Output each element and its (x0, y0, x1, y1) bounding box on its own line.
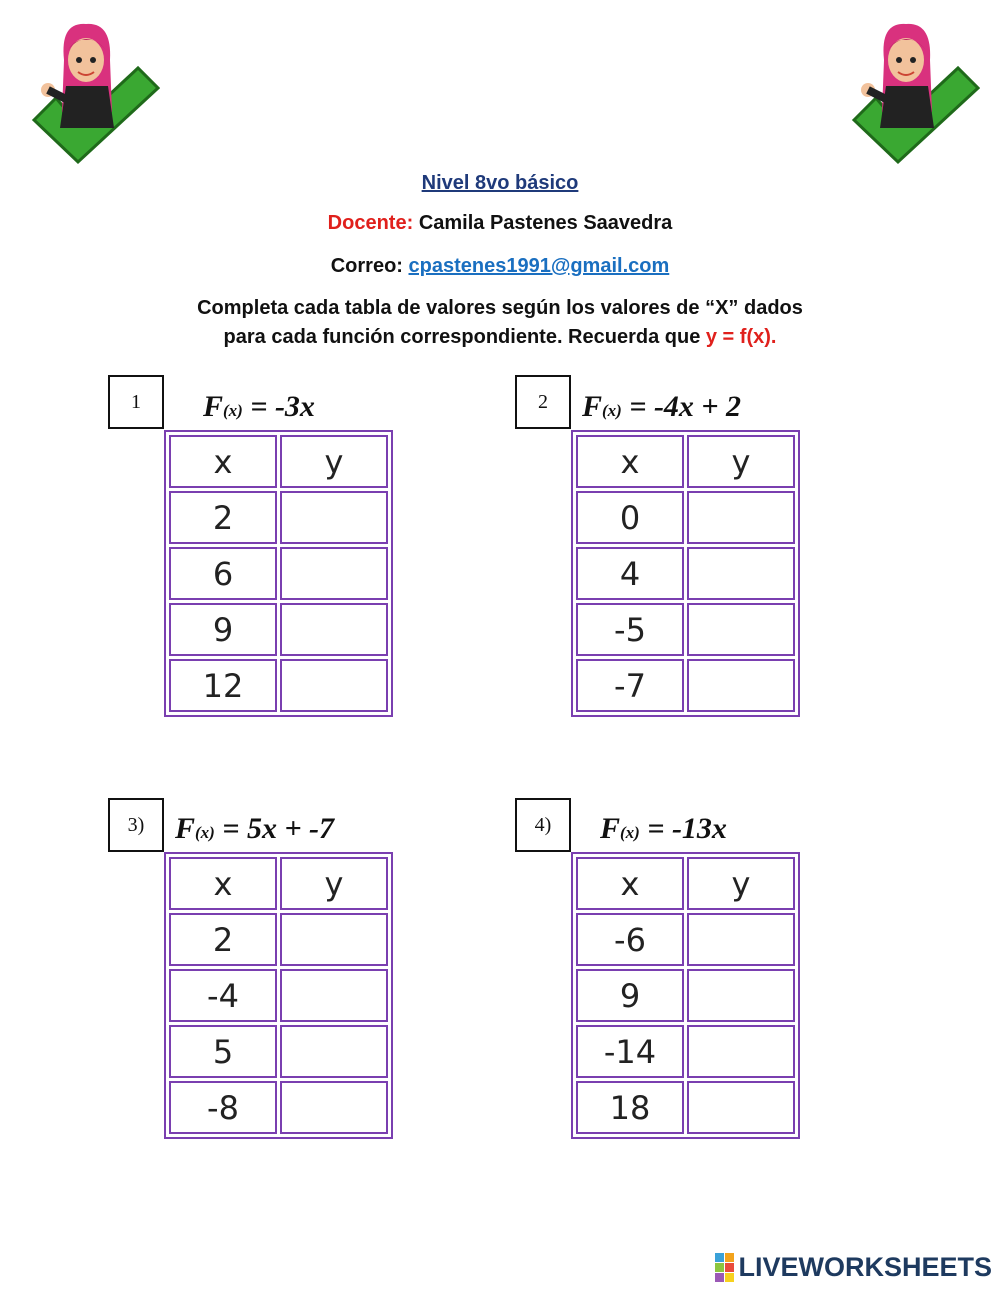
instruction-highlight: y = f(x). (705, 326, 777, 348)
table-row (576, 659, 795, 712)
x-value: -5 (576, 603, 684, 656)
table-row (576, 1081, 795, 1134)
x-value: 9 (576, 969, 684, 1022)
email-link[interactable]: cpastenes1991@gmail.com (408, 255, 670, 277)
instruction-text: para cada función correspondiente. Recuerda que (223, 326, 706, 348)
x-value: 0 (576, 491, 684, 544)
function-label: F(x) = -4x + 2 (582, 390, 742, 423)
exercise-number-box: 4) (515, 798, 571, 852)
table-row (169, 547, 388, 600)
value-table-3 (164, 852, 393, 1139)
avatar-check-icon (30, 20, 160, 170)
function-label: F(x) = -3x (203, 390, 315, 423)
value-table-4 (571, 852, 800, 1139)
table-row (169, 969, 388, 1022)
col-y-header: y (687, 857, 795, 910)
teacher-label: Docente: (327, 212, 414, 234)
table-row (169, 1025, 388, 1078)
table-row (576, 969, 795, 1022)
x-value: -4 (169, 969, 277, 1022)
table-row (576, 547, 795, 600)
table-header-row (169, 857, 388, 910)
instruction-line-1: Completa cada tabla de valores según los valores de “X” dados (197, 297, 803, 319)
exercise-number-box: 2 (515, 375, 571, 429)
x-value: 4 (576, 547, 684, 600)
y-answer-field[interactable] (280, 969, 388, 1022)
x-value: 12 (169, 659, 277, 712)
exercise-number-box: 1 (108, 375, 164, 429)
value-table-2 (571, 430, 800, 717)
y-answer-field[interactable] (687, 913, 795, 966)
brand-blocks-icon (715, 1253, 734, 1282)
y-answer-field[interactable] (280, 1025, 388, 1078)
col-x-header: x (576, 435, 684, 488)
col-y-header: y (280, 857, 388, 910)
x-value: 2 (169, 913, 277, 966)
x-value: 5 (169, 1025, 277, 1078)
table-header-row (576, 857, 795, 910)
x-value: -8 (169, 1081, 277, 1134)
y-answer-field[interactable] (687, 603, 795, 656)
y-answer-field[interactable] (280, 659, 388, 712)
level-title: Nivel 8vo básico (421, 172, 579, 194)
x-value: -7 (576, 659, 684, 712)
y-answer-field[interactable] (687, 659, 795, 712)
x-value: 2 (169, 491, 277, 544)
function-label: F(x) = -13x (600, 812, 727, 845)
y-answer-field[interactable] (687, 547, 795, 600)
y-answer-field[interactable] (687, 969, 795, 1022)
x-value: -6 (576, 913, 684, 966)
table-row (169, 1081, 388, 1134)
table-row (576, 491, 795, 544)
y-answer-field[interactable] (280, 913, 388, 966)
teacher-name: Camila Pastenes Saavedra (418, 212, 673, 234)
teacher-line (0, 212, 1000, 235)
col-y-header: y (687, 435, 795, 488)
col-y-header: y (280, 435, 388, 488)
exercise-number-box: 3) (108, 798, 164, 852)
table-row (576, 913, 795, 966)
liveworksheets-logo (715, 1252, 992, 1283)
col-x-header: x (169, 857, 277, 910)
email-line (0, 255, 1000, 278)
y-answer-field[interactable] (687, 1081, 795, 1134)
y-answer-field[interactable] (687, 1025, 795, 1078)
x-value: -14 (576, 1025, 684, 1078)
table-row (169, 603, 388, 656)
instruction-line-2 (0, 326, 1000, 349)
y-answer-field[interactable] (280, 1081, 388, 1134)
table-row (169, 491, 388, 544)
x-value: 18 (576, 1081, 684, 1134)
y-answer-field[interactable] (687, 491, 795, 544)
table-header-row (576, 435, 795, 488)
table-row (576, 603, 795, 656)
y-answer-field[interactable] (280, 547, 388, 600)
table-header-row (169, 435, 388, 488)
col-x-header: x (576, 857, 684, 910)
value-table-1 (164, 430, 393, 717)
email-label: Correo: (330, 255, 403, 277)
function-label: F(x) = 5x + -7 (175, 812, 335, 845)
table-row (169, 659, 388, 712)
y-answer-field[interactable] (280, 603, 388, 656)
table-row (169, 913, 388, 966)
avatar-check-icon (850, 20, 980, 170)
col-x-header: x (169, 435, 277, 488)
x-value: 6 (169, 547, 277, 600)
y-answer-field[interactable] (280, 491, 388, 544)
brand-text: LIVEWORKSHEETS (738, 1252, 992, 1282)
table-row (576, 1025, 795, 1078)
x-value: 9 (169, 603, 277, 656)
